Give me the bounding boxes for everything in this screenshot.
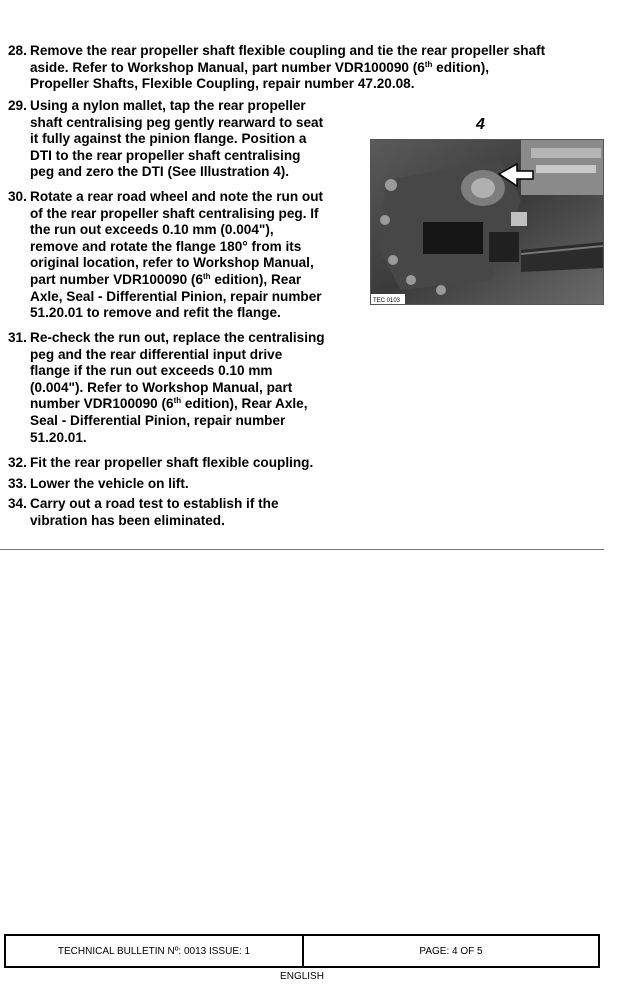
step-line: DTI to the rear propeller shaft centralising xyxy=(30,147,301,163)
step-line: Fit the rear propeller shaft flexible coupling. xyxy=(30,455,314,470)
step-text xyxy=(30,455,313,472)
step-line: shaft centralising peg gently rearward to seat xyxy=(30,114,324,130)
step-line: Remove the rear propeller shaft flexible coupling and tie the rear propeller shaft xyxy=(30,43,546,58)
bulletin-number: TECHNICAL BULLETIN Nº: 0013 ISSUE: 1 xyxy=(6,936,304,966)
step-line: Axle, Seal - Differential Pinion, repair number xyxy=(30,288,322,304)
step-text xyxy=(30,496,279,529)
illustration-number: 4 xyxy=(476,116,485,133)
step-text xyxy=(30,476,189,493)
step-line: vibration has been eliminated. xyxy=(30,512,225,528)
language-label: ENGLISH xyxy=(280,971,324,982)
step-number: 29. xyxy=(8,98,27,113)
step-line: Using a nylon mallet, tap the rear propeller xyxy=(30,98,306,113)
step-line: peg and zero the DTI (See Illustration 4). xyxy=(30,164,290,180)
page-number: PAGE: 4 OF 5 xyxy=(419,945,483,957)
step-number: 33. xyxy=(8,476,27,491)
step-line: part number VDR100090 (6th edition), Rear xyxy=(30,271,302,287)
illustration-code: TEC 0103 xyxy=(373,298,401,304)
step-line: Lower the vehicle on lift. xyxy=(30,476,189,491)
step-number: 32. xyxy=(8,455,27,470)
step-line: aside. Refer to Workshop Manual, part number VDR100090 (6th edition), xyxy=(30,59,490,75)
section-divider xyxy=(0,549,604,550)
step-text xyxy=(30,43,545,93)
step-line: of the rear propeller shaft centralising peg. If xyxy=(30,205,319,221)
step-line: Carry out a road test to establish if the xyxy=(30,496,279,511)
step-line: (0.004"). Refer to Workshop Manual, part xyxy=(30,379,293,395)
step-line: number VDR100090 (6th edition), Rear Axle, xyxy=(30,396,308,412)
step-line: original location, refer to Workshop Manual, xyxy=(30,255,314,271)
step-number: 28. xyxy=(8,43,27,58)
step-number: 31. xyxy=(8,330,27,345)
step-line: Propeller Shafts, Flexible Coupling, repair number 47.20.08. xyxy=(30,76,415,92)
step-line: flange if the run out exceeds 0.10 mm xyxy=(30,363,273,379)
step-text xyxy=(30,330,325,446)
step-line: Seal - Differential Pinion, repair number xyxy=(30,412,286,428)
step-text xyxy=(30,189,323,322)
step-line: it fully against the pinion flange. Position a xyxy=(30,131,307,147)
step-line: Rotate a rear road wheel and note the run out xyxy=(30,189,324,204)
step-line: 51.20.01. xyxy=(30,429,87,445)
step-line: the run out exceeds 0.10 mm (0.004"), xyxy=(30,222,274,238)
differential-photo-icon xyxy=(371,140,603,304)
page-footer xyxy=(4,934,600,968)
step-line: Re-check the run out, replace the centralising xyxy=(30,330,325,345)
step-line: 51.20.01 to remove and refit the flange. xyxy=(30,305,281,321)
step-line: remove and rotate the flange 180° from its xyxy=(30,238,302,254)
step-number: 34. xyxy=(8,496,27,511)
step-line: peg and the rear differential input drive xyxy=(30,346,283,362)
step-number: 30. xyxy=(8,189,27,204)
illustration-photo xyxy=(370,139,604,305)
step-text xyxy=(30,98,323,181)
